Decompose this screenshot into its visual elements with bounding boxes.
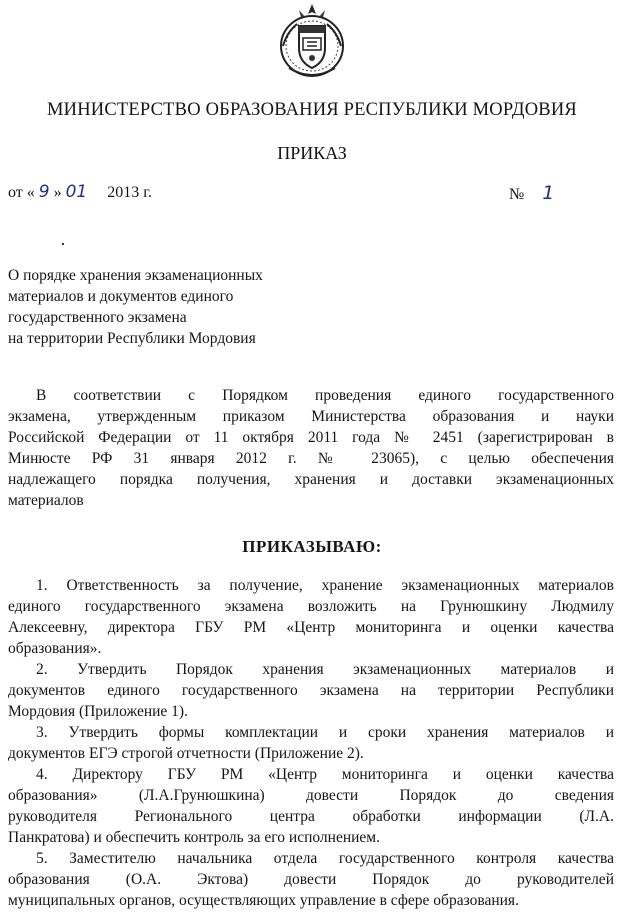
preamble-line: Российской Федерации от 11 октября 2011 года № 2451 (зарегистрирован в xyxy=(8,429,614,446)
date-year: 2013 г. xyxy=(107,184,153,201)
order-date xyxy=(8,182,152,202)
item-line: Мордовия (Приложение 1). xyxy=(8,703,188,720)
subject-line: на территории Республики Мордовия xyxy=(8,330,256,347)
preamble-line: материалов xyxy=(8,492,84,509)
item-line: Панкратова) и обеспечить контроль за его исполнением. xyxy=(8,829,380,846)
preamble-line: надлежащего порядка получения, хранения и доставки экзаменационных xyxy=(8,471,614,488)
subject-line: материалов и документов единого xyxy=(8,288,234,305)
item-line: 1. Ответственность за получение, хранение экзаменационных материалов xyxy=(36,577,614,594)
order-items xyxy=(8,575,614,911)
item-line: 2. Утвердить Порядок хранения экзаменационных материалов и xyxy=(36,661,614,678)
order-item-1 xyxy=(8,575,614,659)
item-line: 3. Утвердить формы комплектации и сроки хранения материалов и xyxy=(36,724,614,741)
date-prefix: от « xyxy=(8,184,35,201)
margin-mark xyxy=(62,243,64,245)
preamble-line: В соответствии с Порядком проведения единого государственного xyxy=(36,387,614,404)
order-subject xyxy=(8,265,263,349)
preamble-line: Минюсте РФ 31 января 2012 г. № 23065), с целью обеспечения xyxy=(8,450,614,467)
item-line: образования (О.А. Эктова) довести Порядок до руководителей xyxy=(8,871,614,888)
order-item-5 xyxy=(8,848,614,911)
number-handwritten: 1 xyxy=(542,182,555,204)
order-word: ПРИКАЗЫВАЮ: xyxy=(242,537,382,556)
number-prefix: № xyxy=(509,186,525,203)
item-line: Алексеевну, директора ГБУ РМ «Центр мониторинга и оценки качества xyxy=(8,619,614,636)
date-mid: » xyxy=(53,184,62,201)
item-line: 5. Заместителю начальника отдела государственного контроля качества xyxy=(36,850,614,867)
date-day-handwritten: 9 xyxy=(38,182,50,202)
item-line: муниципальных органов, осуществляющих управление в сфере образования. xyxy=(8,892,519,909)
preamble xyxy=(8,385,614,511)
subject-line: государственного экзамена xyxy=(8,309,187,326)
order-item-2 xyxy=(8,659,614,722)
item-line: единого государственного экзамена возложить на Грунюшкину Людмилу xyxy=(8,598,614,615)
item-line: руководителя Регионального центра обработки информации (Л.А. xyxy=(8,808,614,825)
item-line: образования» (Л.А.Грунюшкина) довести Порядок до сведения xyxy=(8,787,614,804)
item-line: документов единого государственного экзамена на территории Республики xyxy=(8,682,614,699)
document-type: ПРИКАЗ xyxy=(277,143,347,163)
subject-line: О порядке хранения экзаменационных xyxy=(8,267,263,284)
item-line: документов ЕГЭ строгой отчетности (Приложение 2). xyxy=(8,745,364,762)
mordovia-coat-of-arms-icon xyxy=(277,2,347,80)
date-month-handwritten: 01 xyxy=(65,182,88,202)
order-item-3 xyxy=(8,722,614,764)
item-line: 4. Директору ГБУ РМ «Центр мониторинга и оценки качества xyxy=(36,766,614,783)
order-item-4 xyxy=(8,764,614,848)
order-number xyxy=(509,182,554,204)
preamble-line: экзамена, утвержденным приказом Министерства образования и науки xyxy=(8,408,614,425)
item-line: образования». xyxy=(8,640,102,657)
ministry-title: МИНИСТЕРСТВО ОБРАЗОВАНИЯ РЕСПУБЛИКИ МОРДОВИЯ xyxy=(47,100,577,120)
